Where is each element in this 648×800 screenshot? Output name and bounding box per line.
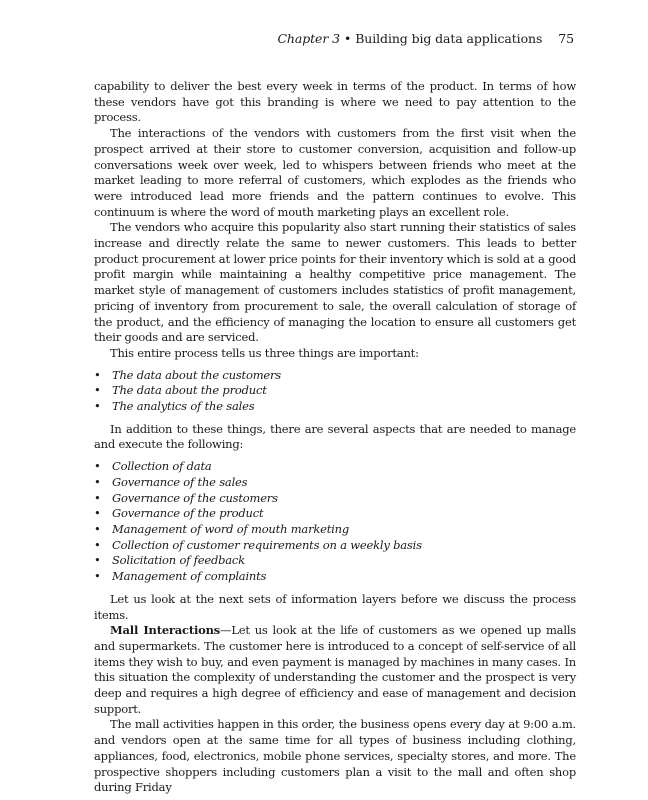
list-item: • Governance of the customers [94, 491, 576, 507]
chapter-label: Chapter 3 [277, 31, 340, 46]
paragraph [94, 623, 576, 717]
list-item: • Governance of the sales [94, 475, 576, 491]
list-item: • Governance of the product [94, 506, 576, 522]
header-separator: • [343, 31, 352, 46]
paragraph: This entire process tells us three things are important: [110, 345, 419, 360]
list-item: • The analytics of the sales [94, 399, 576, 415]
paragraph: The vendors who acquire this popularity also start running their statistics of sales increase and directly relate the same to newer customers. This leads to better product procurement at lower price points for their inventory which is sold at a good profit margin while maintaining a healthy competitive price management. The market style of management of customers includes statistics of profit management, pricing of inventory from procurement to sale, the overall calculation of storage of the product, and the efficiency of managing the location to ensure all customers get their goods and are serviced. [94, 220, 576, 345]
list-item: • Collection of data [94, 459, 576, 475]
paragraph: capability to deliver the best every week in terms of the product. In terms of how these vendors have got this branding is where we need to pay attention to the process. [94, 79, 576, 125]
page-number: 75 [558, 31, 574, 46]
running-header [277, 31, 574, 46]
list-item: • The data about the customers [94, 368, 576, 384]
list-item: • The data about the product [94, 383, 576, 399]
list-item: • Management of word of mouth marketing [94, 522, 576, 538]
body-text [94, 79, 576, 796]
list-item: • Collection of customer requirements on a weekly basis [94, 538, 576, 554]
paragraph: The interactions of the vendors with customers from the first visit when the prospect arrived at their store to customer conversion, acquisition and follow-up conversations week over week, led to whispers between friends who meet at the market leading to more referral of customers, which explodes as the friends who were introduced lead more friends and the pattern continues to evolve. This continuum is where the word of mouth marketing plays an excellent role. [94, 126, 576, 219]
paragraph: In addition to these things, there are several aspects that are needed to manage and execute the following: [94, 421, 576, 452]
paragraph: Let us look at the next sets of information layers before we discuss the process items. [94, 591, 576, 622]
list-item: • Management of complaints [94, 569, 576, 585]
section-run-in-heading: Mall Interactions [110, 623, 221, 638]
list-item: • Solicitation of feedback [94, 553, 576, 569]
paragraph-text: —Let us look at the life of customers as we opened up malls and supermarkets. The customer here is introduced to a concept of self-service of all items they wish to buy, and even payment is managed by machines in many cases. In this situation the complexity of understanding the customer and the prospect is very deep and requires a high degree of efficiency and ease of management and decision support. [94, 623, 576, 716]
important-list [94, 368, 576, 415]
aspects-list [94, 459, 576, 585]
chapter-title: Building big data applications [355, 31, 543, 46]
paragraph: The mall activities happen in this order, the business opens every day at 9:00 a.m. and vendors open at the same time for all types of business including clothing, appliances, food, electronics, mobile phone services, specialty stores, and more. The prospective shoppers including customers plan a visit to the mall and often shop during Friday [94, 717, 576, 795]
